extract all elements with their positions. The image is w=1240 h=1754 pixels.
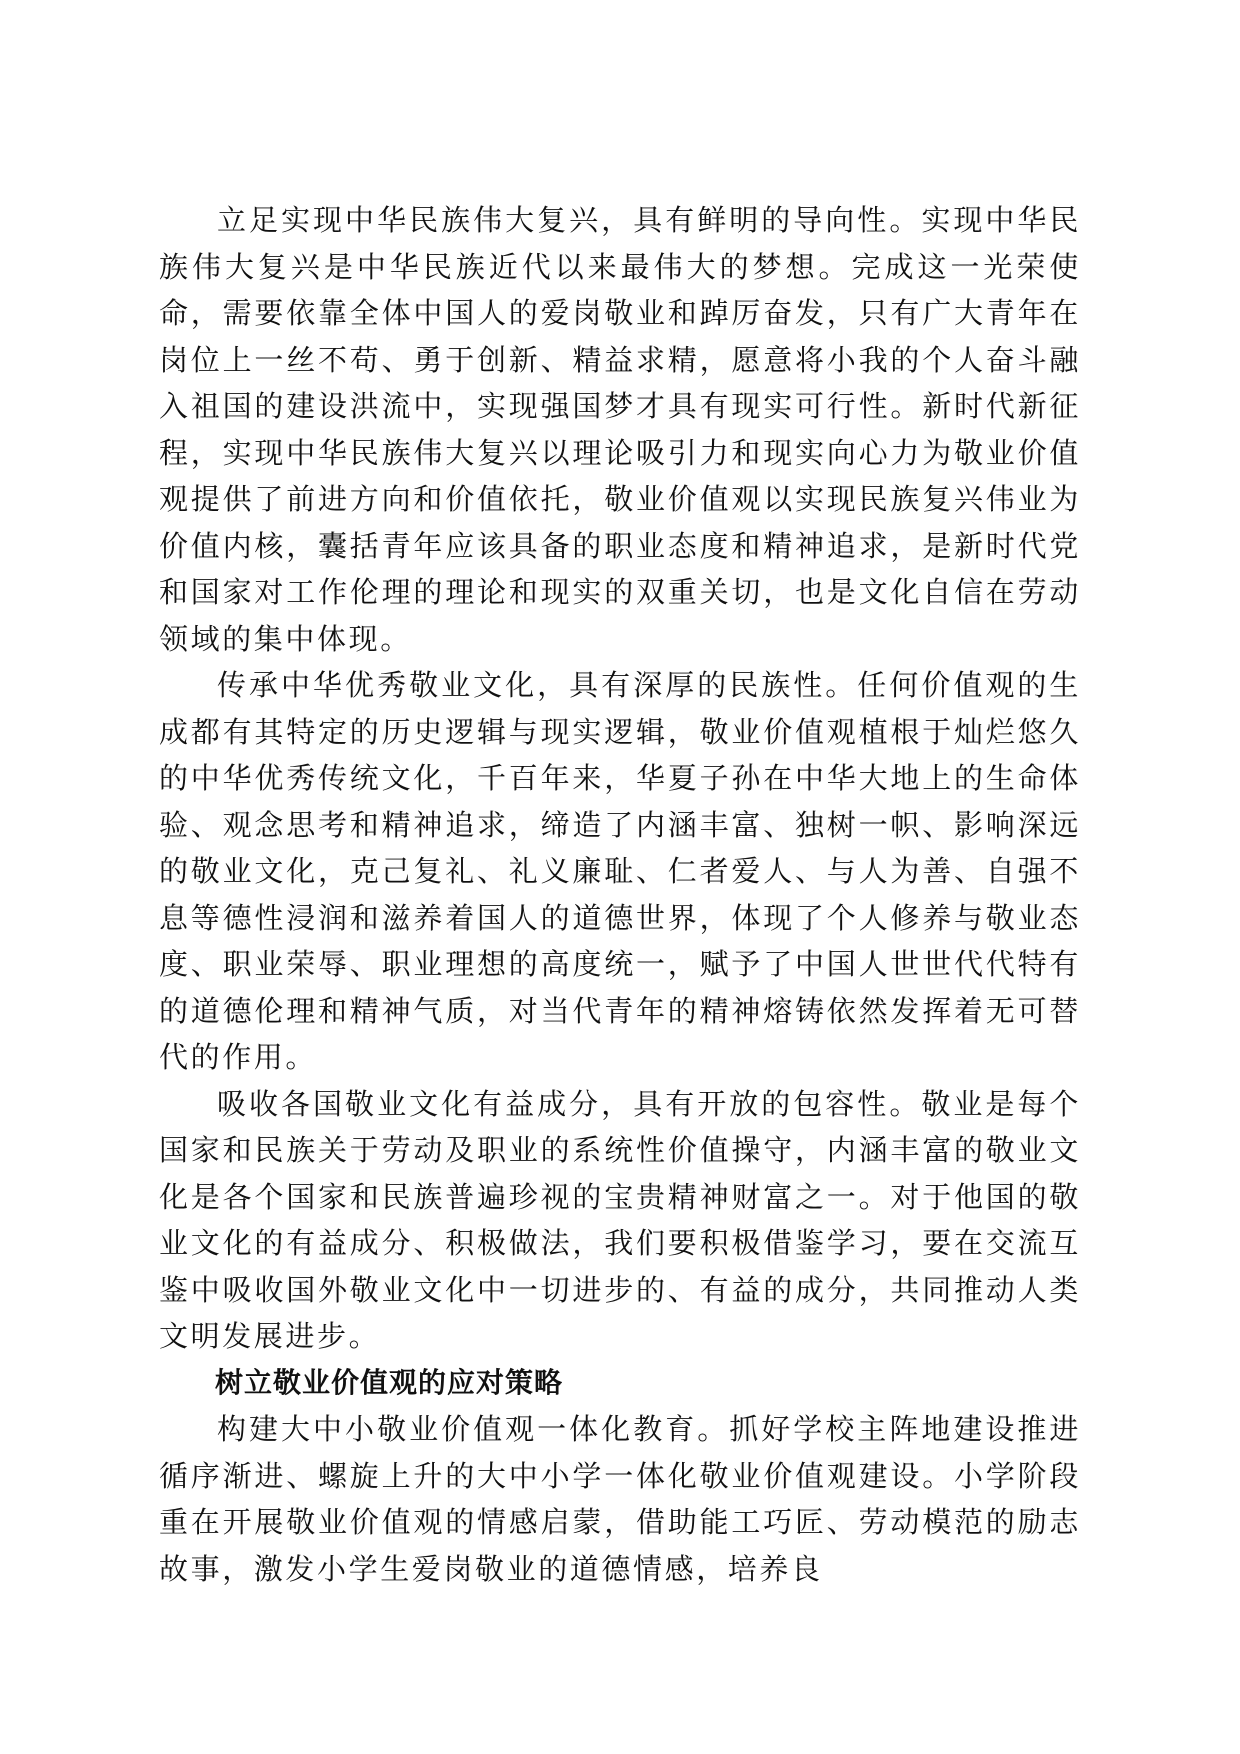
- section-heading: 树立敬业价值观的应对策略: [215, 1365, 564, 1399]
- paragraph-foreign-culture: 吸收各国敬业文化有益成分，具有开放的包容性。敬业是每个国家和民族关于劳动及职业的系统性价值操守，内涵丰富的敬业文化是各个国家和民族普遍珍视的宝贵精神财富之一。对于他国的敬业文化的有益成分、积极做法，我们要积极借鉴学习，要在交流互鉴中吸收国外敬业文化中一切进步的、有益的成分，共同推动人类文明发展进步。: [159, 1086, 1081, 1353]
- document-body: [159, 197, 1081, 1592]
- paragraph-national-rejuvenation: 立足实现中华民族伟大复兴，具有鲜明的导向性。实现中华民族伟大复兴是中华民族近代以来最伟大的梦想。完成这一光荣使命，需要依靠全体中国人的爱岗敬业和踔厉奋发，只有广大青年在岗位上一丝不苟、勇于创新、精益求精，愿意将小我的个人奋斗融入祖国的建设洪流中，实现强国梦才具有现实可行性。新时代新征程，实现中华民族伟大复兴以理论吸引力和现实向心力为敬业价值观提供了前进方向和价值依托，敬业价值观以实现民族复兴伟业为价值内核，囊括青年应该具备的职业态度和精神追求，是新时代党和国家对工作伦理的理论和现实的双重关切，也是文化自信在劳动领域的集中体现。: [159, 203, 1081, 656]
- paragraph-chinese-culture: 传承中华优秀敬业文化，具有深厚的民族性。任何价值观的生成都有其特定的历史逻辑与现实逻辑，敬业价值观植根于灿烂悠久的中华优秀传统文化，千百年来，华夏子孙在中华大地上的生命体验、观念思考和精神追求，缔造了内涵丰富、独树一帜、影响深远的敬业文化，克己复礼、礼义廉耻、仁者爱人、与人为善、自强不息等德性浸润和滋养着国人的道德世界，体现了个人修养与敬业态度、职业荣辱、职业理想的高度统一，赋予了中国人世世代代特有的道德伦理和精神气质，对当代青年的精神熔铸依然发挥着无可替代的作用。: [159, 668, 1081, 1074]
- paragraph-integrated-education: 构建大中小敬业价值观一体化教育。抓好学校主阵地建设推进循序渐进、螺旋上升的大中小学一体化敬业价值观建设。小学阶段重在开展敬业价值观的情感启蒙，借助能工巧匠、劳动模范的励志故事，激发小学生爱岗敬业的道德情感，培养良: [159, 1412, 1081, 1586]
